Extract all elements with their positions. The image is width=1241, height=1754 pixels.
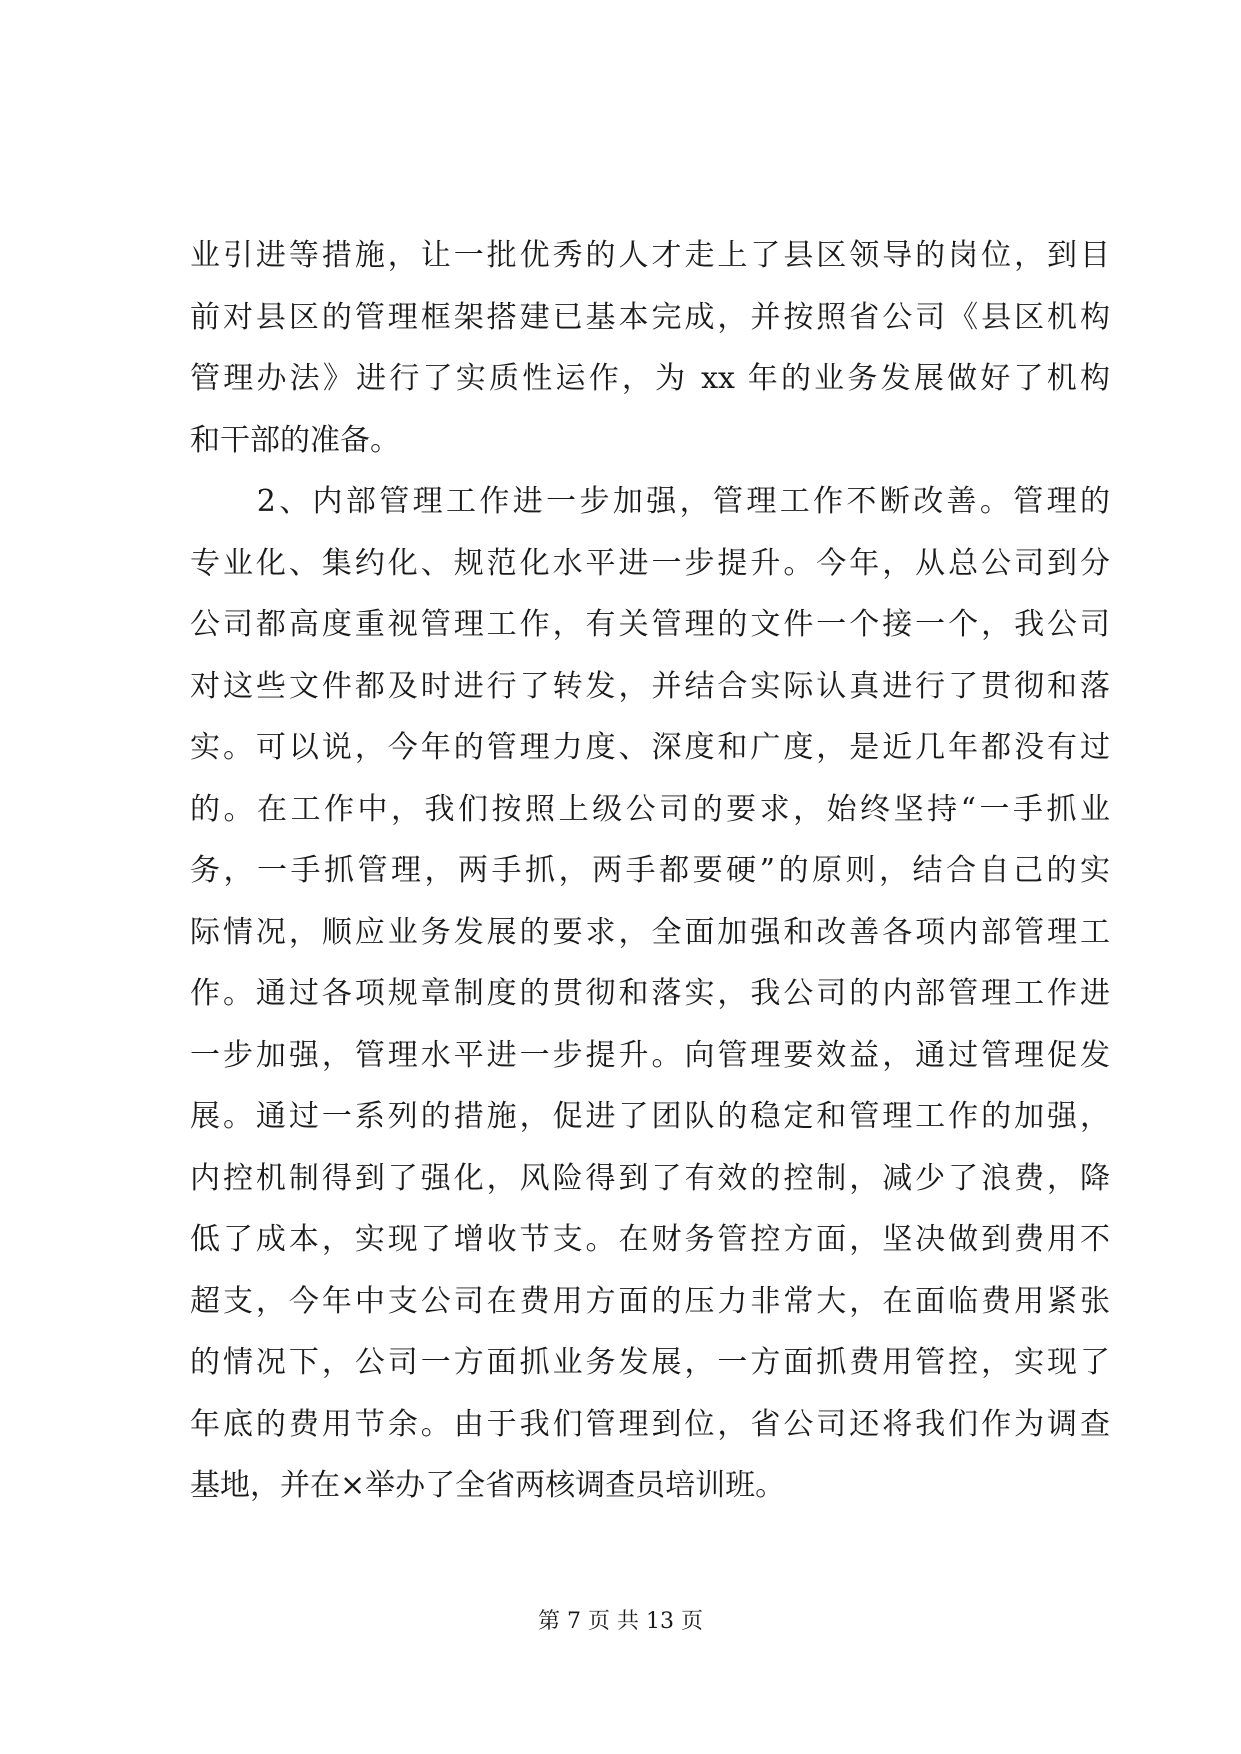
text-line: 和干部的准备。 <box>190 422 400 458</box>
text-line: 作。通过各项规章制度的贯彻和落实，我公司的内部管理工作进 <box>190 976 1110 1011</box>
text-line: 对这些文件都及时进行了转发，并结合实际认真进行了贯彻和落 <box>190 668 1110 704</box>
text-line: 2、内部管理工作进一步加强，管理工作不断改善。管理的 <box>190 484 1110 519</box>
page-number-footer: 第 7 页 共 13 页 <box>538 1609 703 1634</box>
text-line: 管理办法》进行了实质性运作，为 xx 年的业务发展做好了机构 <box>190 361 1110 396</box>
text-line: 超支，今年中支公司在费用方面的压力非常大，在面临费用紧张 <box>190 1283 1110 1319</box>
text-line: 的情况下，公司一方面抓业务发展，一方面抓费用管控，实现了 <box>190 1345 1110 1380</box>
text-line: 展。通过一系列的措施，促进了团队的稳定和管理工作的加强， <box>190 1099 1110 1134</box>
text-line: 专业化、集约化、规范化水平进一步提升。今年，从总公司到分 <box>190 545 1110 581</box>
text-line: 业引进等措施，让一批优秀的人才走上了县区领导的岗位，到目 <box>190 238 1110 273</box>
text-line: 实。可以说，今年的管理力度、深度和广度，是近几年都没有过 <box>190 730 1110 765</box>
text-line: 基地，并在×举办了全省两核调查员培训班。 <box>190 1468 786 1503</box>
text-line: 际情况，顺应业务发展的要求，全面加强和改善各项内部管理工 <box>190 914 1110 950</box>
text-line: 年底的费用节余。由于我们管理到位，省公司还将我们作为调查 <box>190 1406 1110 1442</box>
text-line: 低了成本，实现了增收节支。在财务管控方面，坚决做到费用不 <box>190 1222 1110 1257</box>
text-line: 一步加强，管理水平进一步提升。向管理要效益，通过管理促发 <box>190 1037 1110 1073</box>
text-line: 内控机制得到了强化，风险得到了有效的控制，减少了浪费，降 <box>190 1160 1110 1196</box>
text-line: 务，一手抓管理，两手抓，两手都要硬”的原则，结合自己的实 <box>190 853 1110 888</box>
body-text <box>190 225 1110 1517</box>
text-line: 的。在工作中，我们按照上级公司的要求，始终坚持“一手抓业 <box>190 791 1110 827</box>
text-line: 公司都高度重视管理工作，有关管理的文件一个接一个，我公司 <box>190 607 1110 642</box>
text-line: 前对县区的管理框架搭建已基本完成，并按照省公司《县区机构 <box>190 299 1110 335</box>
